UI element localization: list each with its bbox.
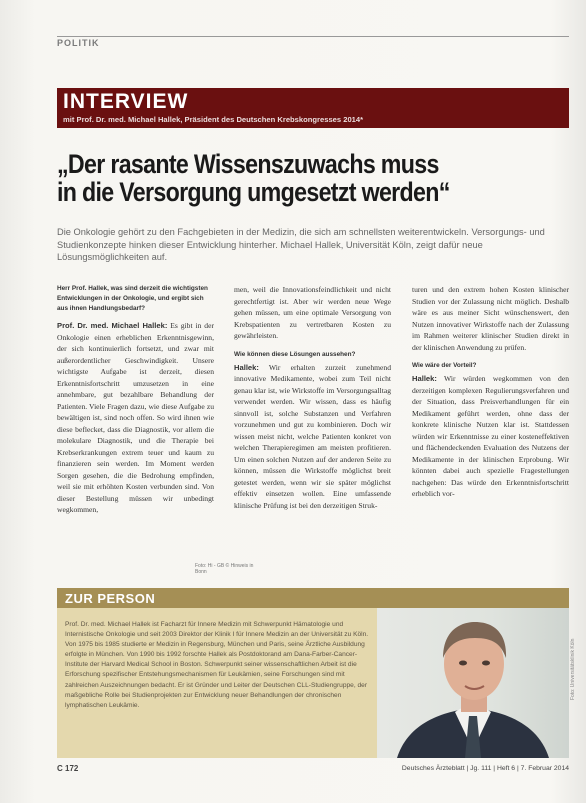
answer-text: Es gibt in der Onkologie einen erheblichen Erkenntnisgewinn, der sich kontinuierlich fortsetzt, und zwar mit außerordentlicher Geschwindigkeit. Unsere wichtigste Aufgabe ist derzeit, diesen Erkenntnisfortschritt umzusetzen in eine annehmbare, gut bezahlbare Behandlung der Patienten. Viele Fragen dazu, wie diese Aufgabe zu bewältigen ist, sind noch offen. So wird ihnen wie diese beflecket, dass die Diagnostik, vor allem die molekulare Diagnostik, und die Therapie bei Krebserkrankungen extrem teuer und kaum zu finanzieren sein werden. Im Moment werden Sorgen gesehen, die die Bedrohung empfinden, weil sie mit erhöhten Kosten verbunden sind. Von dieser Bestellung müssen wir unbedingt wegkommen, xyxy=(57,321,214,514)
article-column-3 xyxy=(412,284,569,586)
person-info-box xyxy=(57,588,569,758)
headline xyxy=(57,150,496,206)
publication-source: Deutsches Ärzteblatt | Jg. 111 | Heft 6 | 7. Februar 2014 xyxy=(401,765,569,772)
continued-text: turen und den extrem hohen Kosten klinischer Studien vor der Zulassung nicht möglich. Deshalb wäre es aus meiner Sicht wünschenswert, den Nutzen innovativer Wirkstoffe nach der Zulassung im Rahmen weiterer klinischer Studien direkt in der klinischen Anwendung zu prüfen. xyxy=(412,285,569,352)
section-label: POLITIK xyxy=(57,38,100,48)
speaker-label: Hallek: xyxy=(234,362,259,372)
footnote-caption: Foto: Hi - GB © Hinweis in Bonn xyxy=(195,563,254,575)
portrait-photo xyxy=(377,608,569,758)
interview-answer xyxy=(412,373,569,500)
top-rule xyxy=(57,36,569,37)
person-box-title: ZUR PERSON xyxy=(65,591,156,606)
interview-answer xyxy=(234,362,391,512)
continued-text: men, weil die Innovationsfeindlichkeit und nicht gerechtfertigt ist. Aber wir werden neue Wege gehen müssen, um eine optimale Versorgung von Krebspatienten zu vertretbaren Kosten zu gewährleisten. xyxy=(234,285,391,340)
interview-question: Wie wäre der Vorteil? xyxy=(412,362,477,369)
person-bio: Prof. Dr. med. Michael Hallek ist Facharzt für Innere Medizin mit Schwerpunkt Hämatologie und Internistische Onkologie und seit 2003 Direktor der Klinik I für Innere Medizin an der Universität zu Köln. Von 1975 bis 1985 studierte er Medizin in Regensburg, München und Paris, seine Ärztliche Ausbildung erfolgte in München. Von 1990 bis 1992 forschte Hallek als Postdoktorand am Dana-Farber-Cancer-Institute der Harvard Medical School in Boston. Schwerpunkt seiner wissenschaftlichen Arbeit ist die Erforschung spezifischer Entstehungsmechanismen für Leukämien, seine Forschungen sind mit zahlreichen Auszeichnungen bedacht. Er ist Gründer und Leiter der Deutschen CLL-Studiengruppe, der maßgebliche Rolle bei Studienprojekten zur Entwicklung neuer Behandlungen der chronischen lymphatischen Leukämie. xyxy=(65,621,369,709)
page-number: C 172 xyxy=(57,764,79,773)
interview-question: Wie können diese Lösungen aussehen? xyxy=(234,350,356,358)
article-columns xyxy=(57,284,569,586)
portrait-illustration xyxy=(377,608,569,758)
article-column-2 xyxy=(234,284,391,586)
interview-banner xyxy=(57,88,569,128)
speaker-label: Hallek: xyxy=(412,374,437,383)
article-column-1 xyxy=(57,284,214,586)
interview-answer xyxy=(57,320,214,516)
person-box-header xyxy=(57,588,569,608)
answer-text: Wir erhalten zurzeit zunehmend innovative Medikamente, wobei zum Teil nicht genau klar ist, wie Wirkstoffe im Versorgungsalltag verwendet werden. Wir wissen, dass es häufig sinnvoll ist, solche Substanzen und Verfahren vorzunehmen und gut zu kombinieren. Doch wir wissen meist nicht, welche Patienten konkret von welchen Therapieregimen am meisten profitieren. Um einen solchen Nutzen auf der anderen Seite zu können, müssen die Wirkstoffe möglichst breit getestet werden, wenn wir sie später möglichst effektiv einsetzen wollen. Eine umfassende klinische Prüfung ist bei den derzeitigen Struk- xyxy=(234,362,391,510)
speaker-label: Prof. Dr. med. Michael Hallek: xyxy=(57,321,168,330)
headline-line-2: in die Versorgung umgesetzt werden“ xyxy=(57,177,450,207)
banner-title: INTERVIEW xyxy=(63,90,189,113)
headline-line-1: „Der rasante Wissenszuwachs muss xyxy=(57,149,439,179)
banner-subtitle: mit Prof. Dr. med. Michael Hallek, Präsident des Deutschen Krebskongresses 2014* xyxy=(63,115,364,124)
answer-text: Wir würden wegkommen von den derzeitigen komplexen Regulierungsverfahren und der Situation, dass Preisverhandlungen für ein Medikament geführt werden, ohne dass der konkrete klinische Nutzen klar ist. Stattdessen würden wir Erkenntnisse zu einer kosteneffektiven und flächendeckenden Evaluation des Nutzens der Medikamente in der klinischen Erprobung. Wir könnten dabei auch spezielle Fragestellungen nachgehen: Das würde den Erkenntnisfortschritt erheblich vor- xyxy=(412,374,569,498)
lead-paragraph: Die Onkologie gehört zu den Fachgebieten in der Medizin, die sich am schnellsten weiterentwickeln. Versorgungs- und Studienkonzepte hinken dieser Entwicklung hinterher. Michael Hallek, Universität Köln, zeigt dafür neue Lösungsmöglichkeiten auf. xyxy=(57,227,545,262)
interview-question: Herr Prof. Hallek, was sind derzeit die wichtigsten Entwicklungen in der Onkologie, und ergibt sich aus ihnen Handlungsbedarf? xyxy=(57,285,208,312)
photo-credit: Foto: Universitätsklinik Köln xyxy=(570,638,576,700)
